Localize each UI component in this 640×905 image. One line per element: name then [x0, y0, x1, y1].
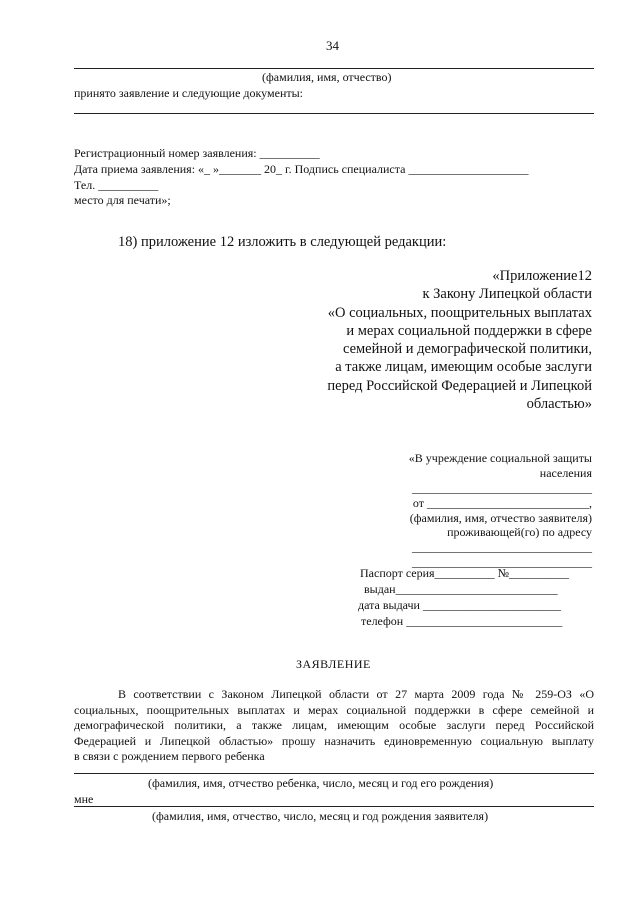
appendix-line: к Закону Липецкой области [422, 286, 592, 303]
addressee-line: населения [539, 466, 592, 480]
to-me-label: мне [74, 792, 94, 806]
applicant-fio-caption: (фамилия, имя, отчество заявителя) [409, 511, 592, 525]
child-info-caption: (фамилия, имя, отчество ребенка, число, месяц и год его рождения) [148, 776, 494, 790]
appendix-line: а также лицам, имеющим особые заслуги [335, 359, 592, 376]
issue-date-line: дата выдачи _______________________ [358, 598, 561, 612]
appendix-line: «О социальных, поощрительных выплатах [327, 304, 592, 321]
body-line: в связи с рождением первого ребенка [74, 749, 265, 763]
blank-line: ______________________________ [412, 481, 592, 495]
appendix-line: областью» [526, 396, 592, 413]
accepted-documents-line: принято заявление и следующие документы: [74, 86, 304, 100]
phone-line: телефон __________________________ [361, 614, 563, 628]
residing-address-label: проживающей(го) по адресу [447, 525, 592, 539]
page-number: 34 [326, 38, 339, 53]
stamp-place: место для печати»; [74, 193, 171, 207]
appendix-heading [327, 267, 592, 413]
body-line: Федерацией и Липецкой областью» прошу назначить единовременную социальную выплату [74, 733, 594, 748]
registration-number: Регистрационный номер заявления: __________ [74, 146, 320, 160]
applicant-info-caption: (фамилия, имя, отчество, число, месяц и год рождения заявителя) [152, 809, 489, 823]
divider-line [74, 113, 594, 114]
statement-title: ЗАЯВЛЕНИЕ [296, 657, 371, 671]
signature-line [74, 773, 594, 774]
body-line: демографической политики, а также лицам, имеющим особые заслуги перед Российской [74, 718, 594, 732]
appendix-line: семейной и демографической политики, [342, 341, 592, 358]
phone-line: Тел. __________ [74, 178, 159, 192]
amendment-line: 18) приложение 12 изложить в следующей редакции: [118, 234, 447, 250]
appendix-line: «Приложение12 [492, 268, 592, 284]
appendix-line: и мерах социальной поддержки в сфере [346, 322, 592, 339]
passport-line: Паспорт серия__________ №__________ [360, 566, 570, 580]
fio-caption: (фамилия, имя, отчество) [262, 70, 392, 84]
from-line: от ___________________________, [412, 496, 592, 510]
blank-line: ______________________________ [412, 540, 592, 554]
issued-line: выдан___________________________ [364, 582, 558, 596]
divider-line [74, 68, 594, 69]
appendix-line: перед Российской Федерацией и Липецкой [327, 377, 592, 394]
body-line: В соответствии с Законом Липецкой области от 27 марта 2009 года № 259-ОЗ «О [118, 687, 594, 701]
body-line: социальных, поощрительных выплатах и мерах социальной поддержки в сфере семейной и [74, 702, 594, 717]
addressee-line: «В учреждение социальной защиты [408, 451, 592, 465]
blank-line: ______________________________ [412, 555, 592, 569]
statement-body [74, 687, 594, 765]
acceptance-date-line: Дата приема заявления: «_ »_______ 20_ г. Подпись специалиста ____________________ [74, 162, 529, 176]
signature-line [74, 806, 594, 807]
